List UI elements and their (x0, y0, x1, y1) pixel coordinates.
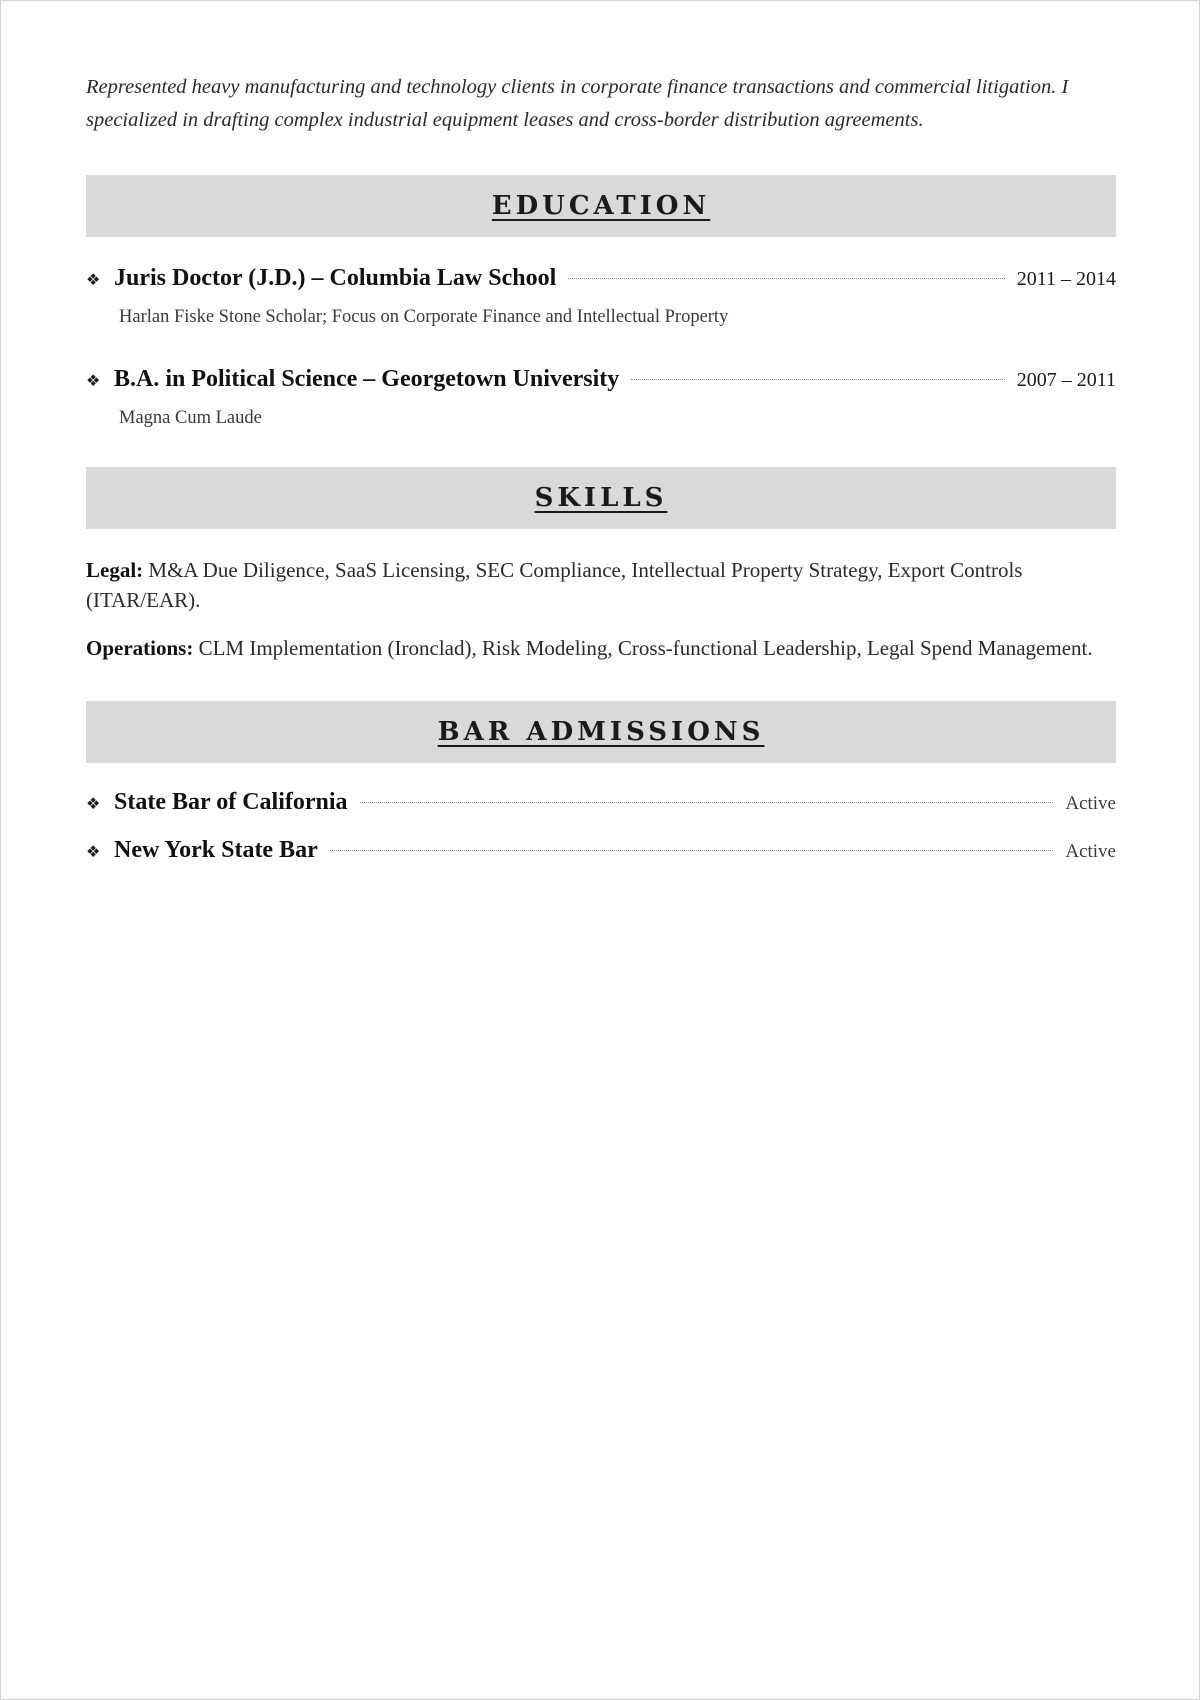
skill-line (86, 555, 1116, 615)
degree-title: Juris Doctor (J.D.) – Columbia Law School (114, 265, 557, 291)
education-entry-row (86, 265, 1116, 295)
degree-dates: 2007 – 2011 (1016, 369, 1116, 391)
diamond-bullet-icon: ❖ (86, 794, 101, 813)
skill-text: CLM Implementation (Ironclad), Risk Modeling, Cross-functional Leadership, Legal Spend Management. (193, 636, 1093, 660)
bar-admission-item (86, 837, 1116, 867)
degree-detail: Magna Cum Laude (119, 408, 262, 428)
skills-section-header (86, 467, 1116, 529)
dotted-leader (568, 277, 1005, 279)
education-heading: EDUCATION (491, 191, 711, 221)
bar-admissions-list (86, 789, 1116, 867)
education-list (86, 265, 1116, 429)
bar-admissions-section-header (86, 701, 1116, 763)
dotted-leader (631, 378, 1004, 380)
bar-name: New York State Bar (114, 837, 318, 863)
bar-status: Active (1065, 793, 1116, 814)
diamond-bullet-icon: ❖ (86, 371, 101, 390)
education-entry-row (86, 366, 1116, 396)
education-item (86, 366, 1116, 429)
diamond-bullet-icon: ❖ (86, 270, 101, 289)
dotted-leader (360, 801, 1054, 803)
bar-admissions-heading: BAR ADMISSIONS (437, 717, 765, 747)
skills-list (86, 555, 1116, 663)
bar-name: State Bar of California (114, 789, 348, 815)
skill-text: M&A Due Diligence, SaaS Licensing, SEC Compliance, Intellectual Property Strategy, Export Controls (ITAR/EAR). (86, 558, 1023, 612)
skills-heading: SKILLS (534, 483, 668, 513)
professional-summary: Represented heavy manufacturing and technology clients in corporate finance transactions and commercial litigation. I specialized in drafting complex industrial equipment leases and cross-border distribution agreements. (86, 76, 1069, 131)
education-section-header (86, 175, 1116, 237)
education-item (86, 265, 1116, 328)
skill-line (86, 633, 1116, 663)
diamond-bullet-icon: ❖ (86, 842, 101, 861)
skill-category: Operations: (86, 636, 194, 660)
skill-category: Legal: (86, 558, 144, 582)
degree-title: B.A. in Political Science – Georgetown University (114, 366, 620, 392)
dotted-leader (330, 849, 1054, 851)
bar-admission-item (86, 789, 1116, 819)
degree-detail: Harlan Fiske Stone Scholar; Focus on Corporate Finance and Intellectual Property (119, 307, 729, 327)
resume-content (86, 71, 1116, 867)
bar-status: Active (1065, 841, 1116, 862)
degree-dates: 2011 – 2014 (1016, 268, 1116, 290)
